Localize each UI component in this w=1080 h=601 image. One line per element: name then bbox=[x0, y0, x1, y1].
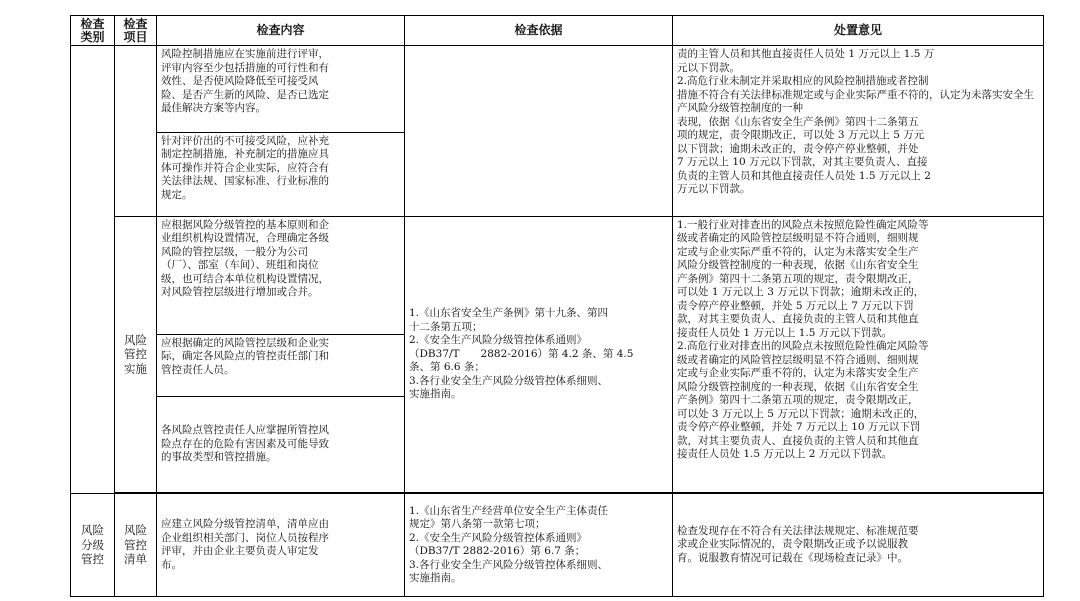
category-cell-empty bbox=[71, 46, 115, 494]
content-cell: 各风险点管控责任人应掌握所管控风 险点存在的危险有害因素及可能导致 的事故类型和管控措施。 bbox=[157, 397, 405, 493]
table-row bbox=[71, 216, 1044, 334]
opinion-cell: 1.一般行业对排查出的风险点未按照危险性确定风险等 级或者确定的风险管控层级明显不符合通则，细则规 定或与企业实际严重不符的，认定为未落实安全生产 风险分级管控制度的一种表现，依据《山东省安全生 产条例》第四十二条第五项的规定，责令限期改正， 可以处 1 万元以上 3 万元以下罚款；逾期未改正的， 责令停产停业整顿，并处 5 万元以上 7 万元以下罚 款，对其主要负责人、直接负责的主管人员和其他直 接责任人员处 1 万元以上 1.5 万元以下罚款。 2.高危行业对排查出的风险点未按照危险性确定风险等 级或者确定的风险管控层级明显不符合通则、细则规 定或与企业实际严重不符的，认定为未落实安全生产 风险分级管控制度的一种表现，依据《山东省安全生 产条例》第四十二条第五项的规定，责令限期改正， 可以处 3 万元以上 5 万元以下罚款；逾期未改正的， 责令停产停业整顿，并处 7 万元以上 10 万元以下罚 款，对其主要负责人、直接负责的主管人员和其他直 接责任人员处 1.5 万元以上 2 万元以下罚款。 bbox=[673, 216, 1044, 492]
table-row bbox=[71, 46, 1044, 133]
item-cell: 风险 管控 清单 bbox=[115, 494, 157, 597]
basis-cell: 1.《山东省生产经营单位安全生产主体责任 规定》第八条第一款第七项； 2.《安全生产风险分级管控体系通则》 （DB37/T 2882-2016）第 6.7 条； 3.各行业安全生产风险分级管控体系细则、 实施指南。 bbox=[405, 494, 673, 597]
header-item: 检查 项目 bbox=[115, 16, 157, 46]
header-row bbox=[71, 16, 1044, 46]
content-cell: 针对评价出的不可接受风险，应补充 制定控制措施，补充制定的措施应具 体可操作并符合企业实际，应符合有 关法律法规、国家标准、行业标准的 规定。 bbox=[157, 132, 405, 216]
item-cell: 风险 管控 实施 bbox=[115, 216, 157, 492]
header-category: 检查 类别 bbox=[71, 16, 115, 46]
basis-cell: 1.《山东省安全生产条例》第十九条、第四 十二条第五项； 2.《安全生产风险分级管控体系通则》 （DB37/T 2882-2016）第 4.2 条、第 4.5 条、第 6.6 条； 3.各行业安全生产风险分级管控体系细则、 实施指南。 bbox=[405, 216, 673, 492]
basis-cell-empty bbox=[405, 46, 673, 216]
header-content: 检查内容 bbox=[157, 16, 405, 46]
category-cell: 风险 分级 管控 bbox=[71, 494, 115, 597]
content-cell: 应建立风险分级管控清单，清单应由 企业组织相关部门、岗位人员按程序 评审，并由企业主要负责人审定发 布。 bbox=[157, 494, 405, 597]
header-basis: 检查依据 bbox=[405, 16, 673, 46]
content-cell: 风险控制措施应在实施前进行评审， 评审内容至少包括措施的可行性和有 效性、是否使风险降低至可接受风 险、是否产生新的风险、是否已选定 最佳解决方案等内容。 bbox=[157, 46, 405, 133]
header-opinion: 处置意见 bbox=[673, 16, 1044, 46]
opinion-cell: 责的主管人员和其他直接责任人员处 1 万元以上 1.5 万 元以下罚款。 2.高危行业未制定并采取相应的风险控制措施或者控制 措施不符合有关法律标准规定或与企业实际严重不符的，认定为未落实安全生产风险分级管控制度的一种 表现，依据《山东省安全生产条例》第四十二条第五 项的规定，责令限期改正，可以处 3 万元以上 5 万元 以下罚款；逾期未改正的，责令停产停业整顿，并处 7 万元以上 10 万元以下罚款，对其主要负责人、直接 负责的主管人员和其他直接责任人员处 1.5 万元以上 2 万元以下罚款。 bbox=[673, 46, 1044, 216]
opinion-cell: 检查发现存在不符合有关法律法规规定、标准规范要 求或企业实际情况的，责令限期改正或予以说服教 育。说服教育情况可记载在《现场检查记录》中。 bbox=[673, 494, 1044, 597]
content-cell: 应根据风险分级管控的基本原则和企 业组织机构设置情况，合理确定各级 风险的管控层级，一般分为公司 （厂）、部室（车间）、班组和岗位 级，也可结合本单位机构设置情况， 对风险管控层级进行增加或合并。 bbox=[157, 216, 405, 334]
item-cell-empty bbox=[115, 46, 157, 216]
inspection-table bbox=[70, 15, 1044, 597]
content-cell: 应根据确定的风险管控层级和企业实 际，确定各风险点的管控责任部门和 管控责任人员。 bbox=[157, 334, 405, 397]
table-row bbox=[71, 494, 1044, 597]
